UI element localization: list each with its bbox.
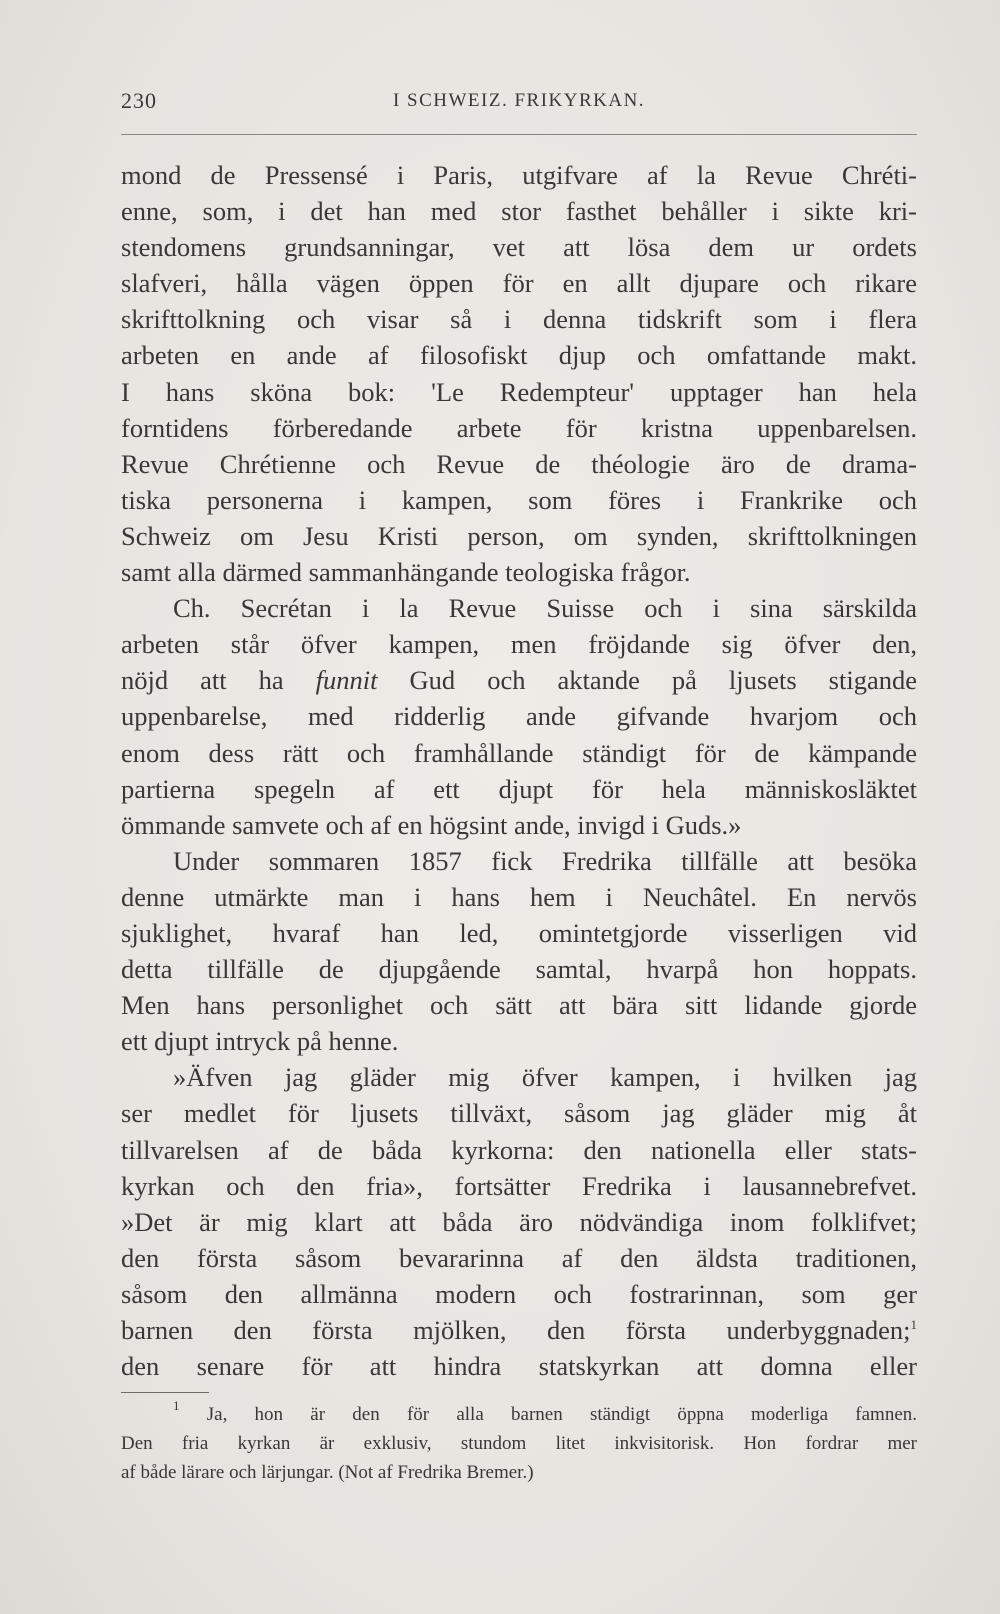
text-line: Men hans personlighet och sätt att bära sitt lidande gjorde [121,990,917,1021]
paragraph-2 [121,590,917,843]
running-head: I SCHWEIZ. FRIKYRKAN. [392,90,646,111]
text-line [121,1312,917,1348]
text-line: »Äfven jag gläder mig öfver kampen, i hvilken jag [173,1062,917,1093]
text-line: denne utmärkte man i hans hem i Neuchâtel. En nervös [121,881,917,912]
text-line: enne, som, i det han med stor fasthet behåller i sikte kri- [121,196,917,227]
text-line: arbeten står öfver kampen, men fröjdande sig öfver den, [121,629,917,660]
text-line: tillvarelsen af de båda kyrkorna: den nationella eller stats- [121,1134,917,1165]
footnote-rule [121,1392,209,1393]
paragraph-1 [121,157,917,590]
text-line: sjuklighet, hvaraf han led, omintetgjorde visserligen vid [121,917,917,948]
page-header [121,88,917,128]
footnote-reference[interactable]: 1 [910,1317,917,1332]
text-line: kyrkan och den fria», fortsätter Fredrika i lausannebrefvet. [121,1170,917,1201]
text-line: Ch. Secrétan i la Revue Suisse och i sina särskilda [173,593,917,624]
footnote-line: Den fria kyrkan är exklusiv, stundom litet inkvisitorisk. Hon fordrar mer [121,1433,917,1454]
text-segment: nöjd att ha [121,665,316,696]
text-line: slafveri, hålla vägen öppen för en allt djupare och rikare [121,268,917,299]
text-line: forntidens förberedande arbete för kristna uppenbarelsen. [121,412,917,443]
text-line: detta tillfälle de djupgående samtal, hvarpå hon hoppats. [121,954,917,985]
italic-word: funnit [315,665,378,696]
text-segment: Ja, hon är den för alla barnen ständigt öppna moderliga famnen. [179,1404,917,1425]
body-text [121,157,917,1384]
text-line: skrifttolkning och visar så i denna tidskrift som i flera [121,304,917,335]
text-line: partierna spegeln af ett djupt för hela människosläktet [121,773,917,804]
text-line: stendomens grundsanningar, vet att lösa dem ur ordets [121,232,917,263]
text-line: ser medlet för ljusets tillväxt, såsom jag gläder mig åt [121,1098,917,1129]
text-line: ett djupt intryck på henne. [121,1026,399,1057]
text-line: såsom den allmänna modern och fostrarinnan, som ger [121,1278,917,1309]
header-rule [121,134,917,135]
text-line: mond de Pressensé i Paris, utgifvare af la Revue Chréti- [121,160,917,190]
footnote-mark: 1 [173,1398,180,1413]
page-number: 230 [121,88,157,113]
footnote-line: af både lärare och lärjungar. (Not af Fredrika Bremer.) [121,1462,534,1483]
paragraph-4 [121,1059,917,1384]
text-line: den första såsom bevararinna af den äldsta traditionen, [121,1242,917,1273]
text-line: den senare för att hindra statskyrkan att domna eller [121,1351,917,1382]
footnote [121,1400,917,1487]
text-line: I hans sköna bok: 'Le Redempteur' upptager han hela [121,376,917,407]
text-line: uppenbarelse, med ridderlig ande gifvande hvarjom och [121,701,917,732]
text-segment: barnen den första mjölken, den första underbyggnaden; [121,1315,911,1345]
paragraph-3 [121,843,917,1060]
text-line: enom dess rätt och framhållande ständigt för de kämpande [121,737,917,768]
text-line [121,662,917,698]
text-line: Revue Chrétienne och Revue de théologie äro de drama- [121,448,917,479]
text-line: arbeten en ande af filosofiskt djup och omfattande makt. [121,340,917,371]
text-line: tiska personerna i kampen, som föres i Frankrike och [121,484,917,515]
text-line: Schweiz om Jesu Kristi person, om synden, skrifttolkningen [121,520,917,551]
footnote-line [121,1400,917,1429]
text-line: samt alla därmed sammanhängande teologiska frågor. [121,557,691,588]
text-line: »Det är mig klart att båda äro nödvändiga inom folklifvet; [121,1206,917,1237]
text-line: Under sommaren 1857 fick Fredrika tillfälle att besöka [173,845,917,876]
text-line: ömmande samvete och af en högsint ande, invigd i Guds.» [121,809,742,840]
text-segment: Gud och aktande på ljusets stigande [377,665,917,696]
